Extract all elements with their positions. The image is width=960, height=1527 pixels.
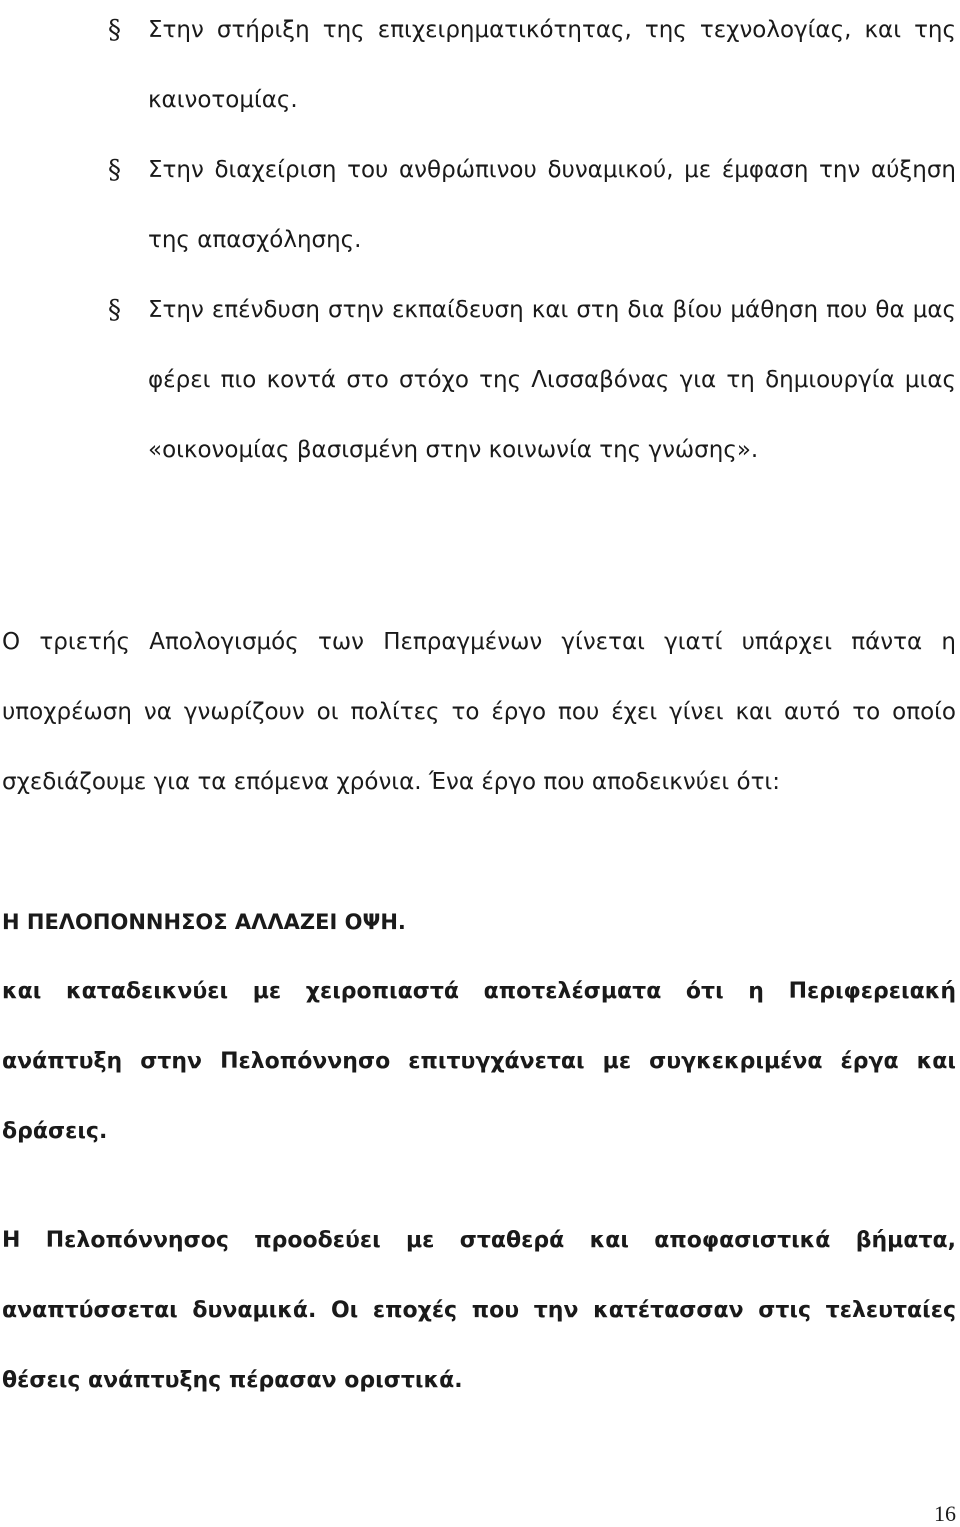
bullet-text: Στην στήριξη της επιχειρηματικότητας, της τεχνολογίας, και της καινοτομίας. xyxy=(148,17,956,113)
bold-paragraph-regional-development: και καταδεικνύει με χειροπιαστά αποτελέσματα ότι η Περιφερειακή ανάπτυξη στην Πελοπόννησο επιτυγχάνεται με συγκεκριμένα έργα και δράσεις. xyxy=(2,979,956,1144)
bold-paragraph-progress: Η Πελοπόννησος προοδεύει με σταθερά και αποφασιστικά βήματα, αναπτύσσεται δυναμικά. Οι εποχές που την κατέτασσαν στις τελευταίες θέσεις ανάπτυξης πέρασαν οριστικά. xyxy=(2,1228,956,1393)
bullet-item-entrepreneurship xyxy=(0,0,960,135)
page-number: 16 xyxy=(934,1501,956,1526)
bullet-text: Στην διαχείριση του ανθρώπινου δυναμικού, με έμφαση την αύξηση της απασχόλησης. xyxy=(148,157,956,253)
bullet-list xyxy=(0,0,960,485)
bullet-item-education xyxy=(0,275,960,485)
section-sign-bullet-icon: § xyxy=(108,155,121,185)
section-sign-bullet-icon: § xyxy=(108,295,121,325)
intro-paragraph: Ο τριετής Απολογισμός των Πεπραγμένων γίνεται γιατί υπάρχει πάντα η υποχρέωση να γνωρίζουν οι πολίτες το έργο που έχει γίνει και αυτό το οποίο σχεδιάζουμε για τα επόμενα χρόνια. Ένα έργο που αποδεικνύει ότι: xyxy=(2,629,956,795)
section-sign-bullet-icon: § xyxy=(108,15,121,45)
bullet-item-human-resources xyxy=(0,135,960,275)
section-heading: Η ΠΕΛΟΠΟΝΝΗΣΟΣ ΑΛΛΑΖΕΙ ΟΨΗ. xyxy=(2,910,406,934)
bullet-text: Στην επένδυση στην εκπαίδευση και στη δια βίου μάθηση που θα μας φέρει πιο κοντά στο στόχο της Λισσαβόνας για τη δημιουργία μιας «οικονομίας βασισμένη στην κοινωνία της γνώσης». xyxy=(148,297,956,463)
